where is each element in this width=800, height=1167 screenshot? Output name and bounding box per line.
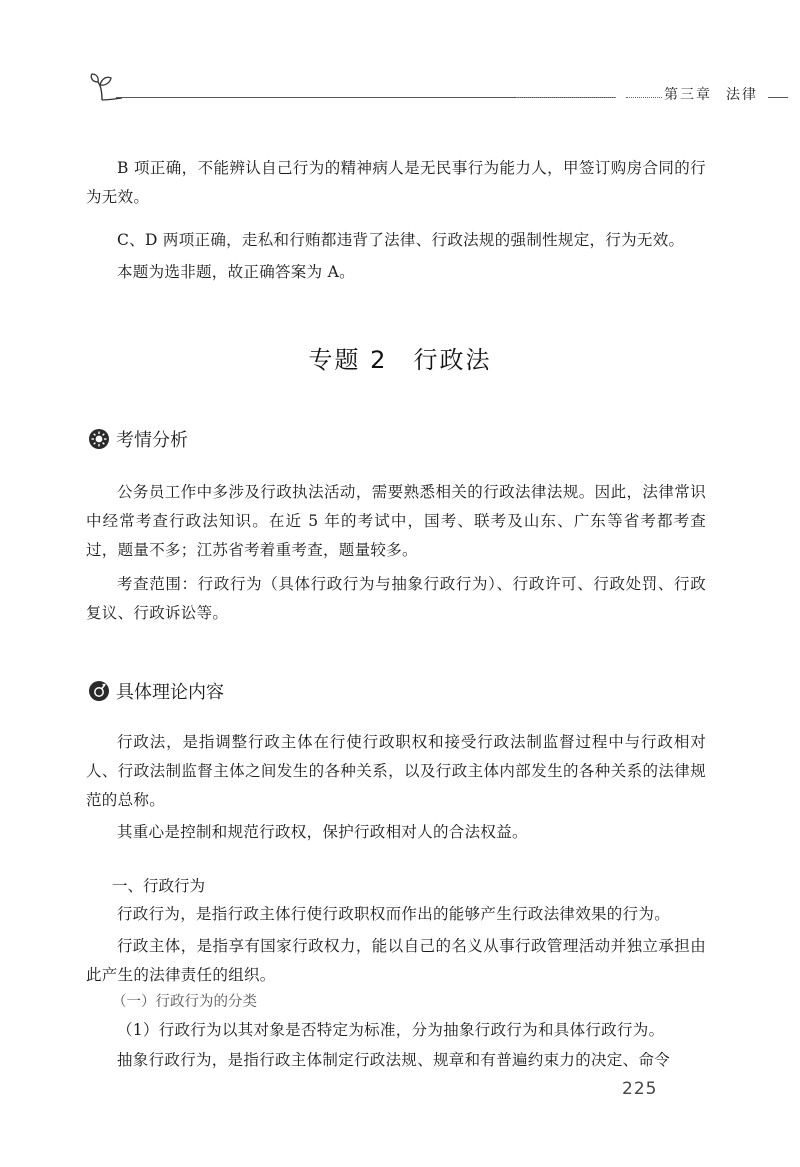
subsection-title: 一、行政行为 bbox=[112, 877, 206, 895]
subsection-paragraph: 行政行为，是指行政主体行使行政职权而作出的能够产生行政法律效果的行为。 bbox=[117, 905, 671, 923]
chapter-section: 法律 bbox=[726, 87, 758, 103]
intro-paragraph: B 项正确，不能辨认自己行为的精神病人是无民事行为能力人，甲签订购房合同的行为无效。 bbox=[86, 159, 706, 206]
category-title: （一）行政行为的分类 bbox=[112, 994, 257, 1010]
theory-paragraph: 行政法，是指调整行政主体在行使行政职权和接受行政法制监督过程中与行政相对人、行政法制监督主体之间发生的各种关系，以及行政主体内部发生的各种关系的法律规范的总称。 bbox=[86, 733, 706, 809]
running-header bbox=[88, 70, 788, 110]
subsection-paragraph: 行政主体，是指享有国家行政权力，能以自己的名义从事行政管理活动并独立承担由此产生的法律责任的组织。 bbox=[86, 937, 706, 984]
intro-paragraph: C、D 两项正确，走私和行贿都违背了法律、行政法规的强制性规定，行为无效。 bbox=[117, 231, 685, 249]
compass-badge-icon bbox=[88, 680, 110, 702]
category-paragraph: （1）行政行为以其对象是否特定为标准，分为抽象行政行为和具体行政行为。 bbox=[117, 1021, 665, 1039]
theory-paragraph: 其重心是控制和规范行政权，保护行政相对人的合法权益。 bbox=[117, 823, 528, 841]
header-rule bbox=[116, 97, 616, 98]
sun-badge-icon bbox=[88, 428, 110, 450]
chapter-number: 第三章 bbox=[664, 87, 712, 103]
intro-paragraph: 本题为选非题，故正确答案为 A。 bbox=[117, 263, 355, 281]
section-heading-theory bbox=[88, 678, 224, 704]
header-rule-right bbox=[768, 97, 788, 98]
page-number: 225 bbox=[622, 1079, 658, 1099]
category-paragraph: 抽象行政行为，是指行政主体制定行政法规、规章和有普遍约束力的决定、命令 bbox=[117, 1051, 671, 1069]
section-title: 考情分析 bbox=[116, 430, 188, 451]
header-chapter-label bbox=[664, 84, 758, 104]
header-dots bbox=[626, 97, 662, 98]
section-title: 具体理论内容 bbox=[116, 682, 224, 703]
analysis-paragraph: 考查范围：行政行为（具体行政行为与抽象行政行为）、行政许可、行政处罚、行政复议、行政诉讼等。 bbox=[86, 575, 706, 622]
section-heading-exam-analysis bbox=[88, 426, 188, 452]
analysis-paragraph: 公务员工作中多涉及行政执法活动，需要熟悉相关的行政法律法规。因此，法律常识中经常考查行政法知识。在近 5 年的考试中，国考、联考及山东、广东等省考都考查过，题量不多；江苏省考着重考查，题量较多。 bbox=[86, 483, 706, 559]
topic-title: 专题 2 行政法 bbox=[308, 346, 492, 374]
